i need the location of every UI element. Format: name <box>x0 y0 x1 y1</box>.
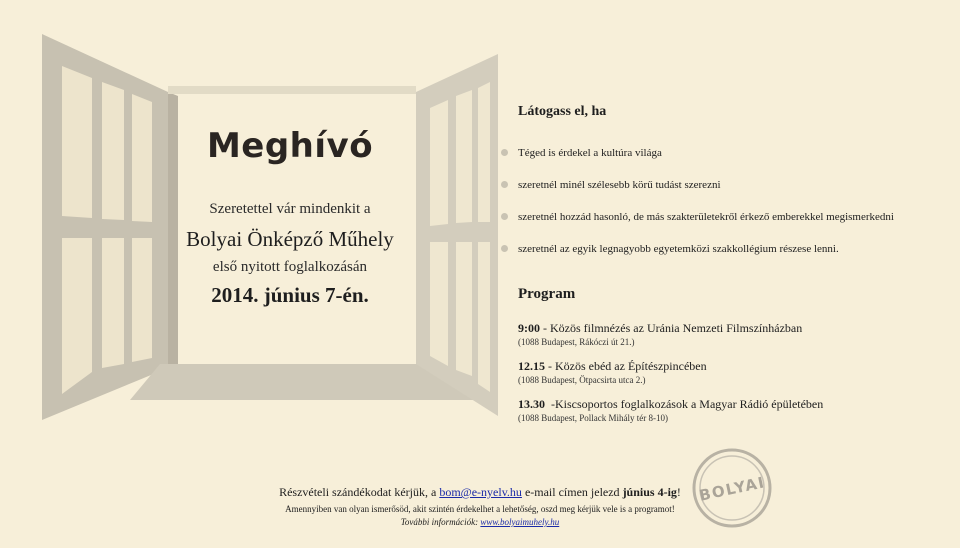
website-link[interactable]: www.bolyaimuhely.hu <box>480 517 560 527</box>
program-activity: - Közös ebéd az Építészpincében <box>545 359 707 373</box>
registration-text: ! <box>676 485 681 499</box>
list-item <box>518 210 948 242</box>
bullet-dot-icon <box>501 181 508 188</box>
invitation-title: Meghívó <box>206 126 374 166</box>
program-address: (1088 Budapest, Ötpacsirta utca 2.) <box>518 375 646 385</box>
bullet-dot-icon <box>501 149 508 156</box>
list-item <box>518 242 948 274</box>
program-time: 13.30 <box>518 397 545 411</box>
registration-line <box>230 484 730 500</box>
bullet-dot-icon <box>501 213 508 220</box>
list-item <box>518 178 948 210</box>
program-activity: - Közös filmnézés az Uránia Nemzeti Filmszínházban <box>540 321 803 335</box>
reason-text: szeretnél minél szélesebb körű tudást szerezni <box>518 179 721 191</box>
registration-text: e-mail címen jelezd <box>521 485 623 499</box>
reason-text: szeretnél hozzád hasonló, de más szakterületekről érkező emberekkel megismerkedni <box>518 211 894 223</box>
program-time: 9:00 <box>518 321 540 335</box>
program-item <box>518 321 948 348</box>
details-column <box>518 104 948 435</box>
event-date: 2014. június 7-én. <box>211 283 369 307</box>
deadline-text: június 4-ig <box>622 485 677 499</box>
share-note: Amennyiben van olyan ismerősöd, akit szintén érdekelhet a lehetőség, oszd meg kérjük vele is a programot! <box>285 504 675 514</box>
list-item <box>518 146 948 178</box>
program-heading: Program <box>518 286 576 302</box>
more-info-line <box>230 516 730 529</box>
registration-text: Részvételi szándékodat kérjük, a <box>279 485 440 499</box>
stamp-text: BOLYAI <box>697 473 767 505</box>
visit-heading: Látogass el, ha <box>518 104 607 119</box>
program-time: 12.15 <box>518 359 545 373</box>
organization-name: Bolyai Önképző Műhely <box>186 227 394 251</box>
program-address: (1088 Budapest, Rákóczi út 21.) <box>518 337 635 347</box>
greeting-line: Szeretettel vár mindenkit a <box>209 201 371 217</box>
bolyai-stamp-logo <box>690 446 774 530</box>
footer <box>230 484 730 529</box>
program-item <box>518 359 948 386</box>
bullet-dot-icon <box>501 245 508 252</box>
program-activity: -Kiscsoportos foglalkozások a Magyar Rádió épületében <box>545 397 824 411</box>
reason-list <box>518 146 948 274</box>
more-info-label: További információk: <box>400 517 481 527</box>
program-address: (1088 Budapest, Pollack Mihály tér 8-10) <box>518 413 668 423</box>
email-link[interactable]: bom@e-nyelv.hu <box>439 485 522 499</box>
event-line: első nyitott foglalkozásán <box>212 259 368 275</box>
reason-text: szeretnél az egyik legnagyobb egyetemközi szakkollégium részese lenni. <box>518 243 839 255</box>
reason-text: Téged is érdekel a kultúra világa <box>518 147 662 159</box>
invitation-block <box>150 120 430 308</box>
program-item <box>518 397 948 424</box>
